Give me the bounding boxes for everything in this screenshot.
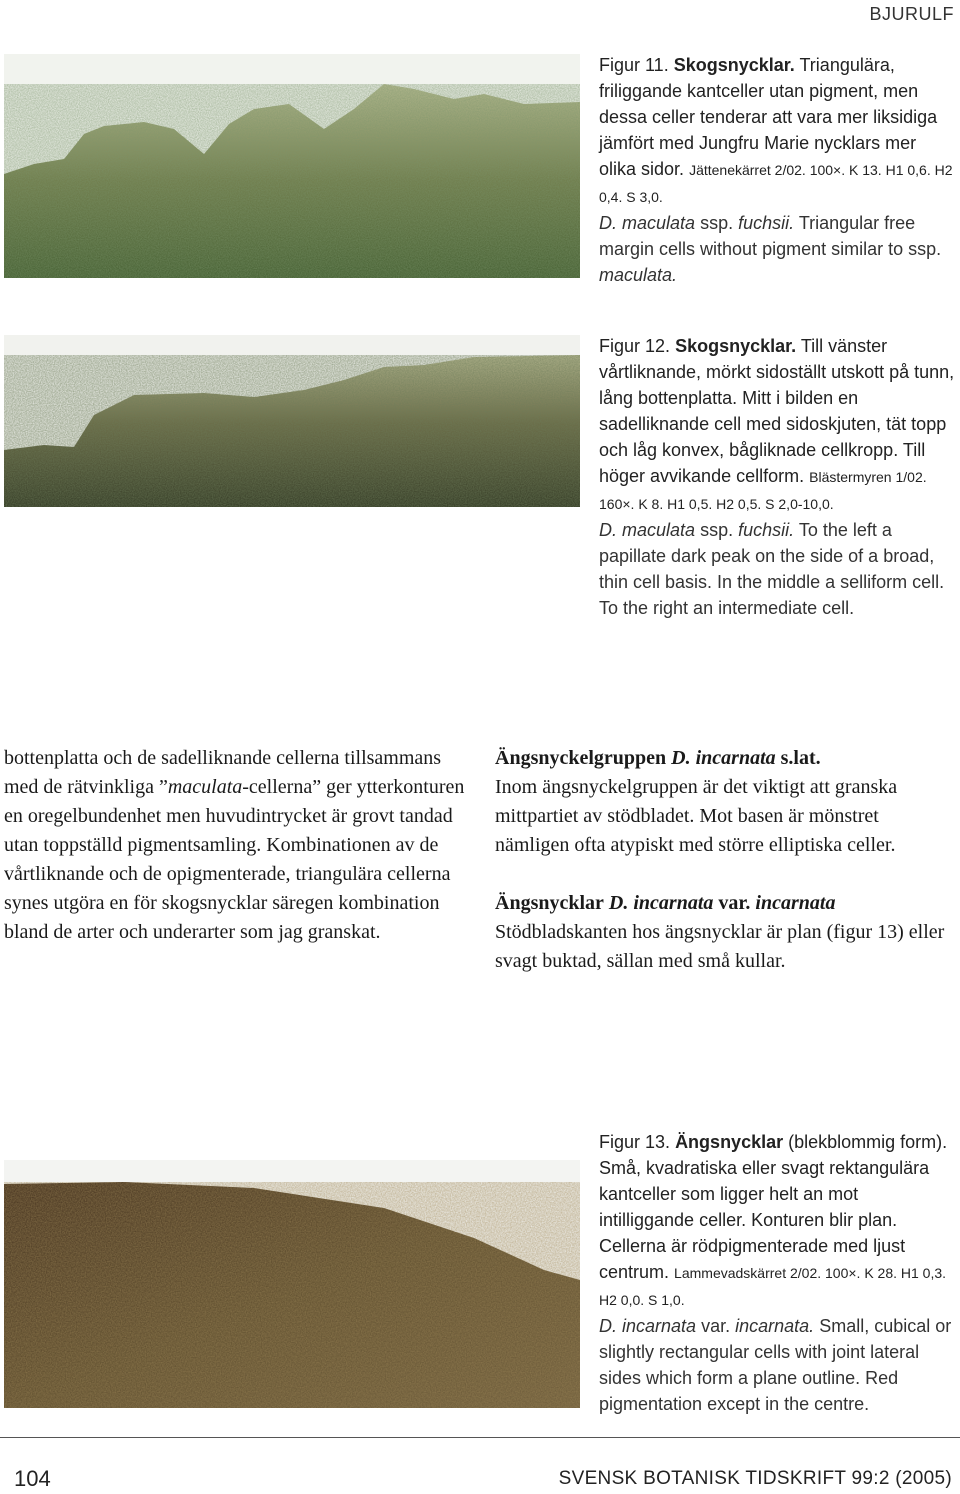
heading-italic: D. incarnata (608, 892, 714, 914)
english-text: Triangular free margin cells without pigment similar to ssp. (599, 213, 942, 259)
figure-13-caption (599, 1129, 955, 1417)
heading-text: var. (718, 892, 751, 914)
caption-text-en (599, 213, 941, 285)
heading-italic: incarnata (755, 892, 836, 914)
figure-11-photo (4, 54, 580, 278)
left-column-text (4, 744, 466, 947)
figure-label: Figur 12. (599, 336, 671, 356)
page-number: 104 (14, 1466, 51, 1491)
paragraph: Inom ängsnyckelgruppen är det viktigt att granska mittpartiet av stödbladet. Mot basen är mönstret nämligen ofta atypiskt med större elliptiska celler. (495, 776, 898, 856)
figure-title: Ängsnycklar (675, 1132, 784, 1152)
caption-text-sv: Triangulära, friliggande kantceller utan pigment, men dessa celler tenderar att vara mer liksidiga jämfört med Jungfru Marie nycklars mer olika sidor. (599, 55, 938, 179)
spacer (495, 860, 955, 889)
text-run: -cellerna” ger ytterkonturen en oregelbundenhet men huvudintrycket är grovt tandad utan toppställd pigmentsamling. Kombinationen av de vårtliknande och de opigmenterade, triangulära cellerna synes utgöra en för skogsnycklar säregen kombination bland de arter och underarter som jag granskat. (4, 776, 465, 943)
subspecies-italic: maculata. (599, 265, 678, 285)
figure-12-caption (599, 333, 955, 621)
heading-text: s.lat. (780, 747, 821, 769)
caption-text-sv: Till vänster vårtliknande, mörkt sidoställt utskott på tunn, lång bottenplatta. Mitt i bilden en sadelliknande cell med sidoskjuten, tät topp och låg konvex, bågliknade cellkropp. Till höger avvikande cellform. (599, 336, 955, 486)
caption-details: Blästermyren 1/02. 160×. K 8. H1 0,5. H2 0,5. S 2,0-10,0. (599, 469, 927, 512)
italic-run: maculata (167, 776, 243, 798)
figure-title: Skogsnycklar. (673, 55, 795, 75)
variety-name: incarnata. (735, 1316, 815, 1336)
species-name: D. maculata (599, 520, 696, 540)
heading-italic: D. incarnata (671, 747, 776, 769)
species-name: D. maculata (599, 213, 696, 233)
english-text: To the left a papillate dark peak on the side of a broad, thin cell basis. In the middle a selliform cell. To the right an intermediate cell. (599, 520, 945, 618)
paragraph (4, 744, 466, 947)
heading-text: Ängsnyckelgruppen (495, 747, 667, 769)
ssp-word: ssp. (700, 520, 734, 540)
subspecies-name: fuchsii. (738, 213, 795, 233)
figure-label: Figur 11. (599, 55, 669, 75)
ssp-word: ssp. (700, 213, 734, 233)
figure-11-caption (599, 52, 955, 288)
figure-label: Figur 13. (599, 1132, 671, 1152)
figure-12-photo (4, 335, 580, 507)
species-name: D. incarnata (599, 1316, 697, 1336)
section-heading (495, 889, 955, 918)
caption-details: Lammevadskärret 2/02. 100×. K 28. H1 0,3. H2 0,0. S 1,0. (599, 1265, 947, 1308)
figure-title-rest: (blekblommig form). (788, 1132, 948, 1152)
english-text: Small, cubical or slightly rectangular cells with joint lateral sides which form a plane outline. Red pigmentation except in the centre. (599, 1316, 952, 1414)
running-head: BJURULF (869, 4, 954, 24)
var-word: var. (701, 1316, 731, 1336)
subspecies-name: fuchsii. (738, 520, 795, 540)
caption-text-en (599, 1316, 951, 1414)
footer-rule (0, 1437, 960, 1438)
caption-details: Jättenekärret 2/02. 100×. K 13. H1 0,6. H2 0,4. S 3,0. (599, 162, 953, 205)
heading-text: Ängsnycklar (495, 892, 604, 914)
caption-text-sv: Små, kvadratiska eller svagt rektangulära kantceller som ligger helt an mot intilliggande celler. Konturen blir plan. Cellerna är rödpigmenterade med ljust centrum. (599, 1158, 930, 1282)
journal-title: SVENSK BOTANISK TIDSKRIFT 99:2 (2005) (558, 1468, 952, 1489)
text-run: bottenplatta och de sadelliknande cellerna tillsammans med de rätvinkliga ” (4, 747, 442, 798)
right-column-text (495, 744, 955, 976)
paragraph: Stödbladskanten hos ängsnycklar är plan (figur 13) eller svagt buktad, sällan med små kullar. (495, 921, 945, 972)
figure-13-photo (4, 1160, 580, 1408)
caption-text-en (599, 520, 944, 618)
section-heading (495, 744, 955, 773)
figure-title: Skogsnycklar. (675, 336, 797, 356)
